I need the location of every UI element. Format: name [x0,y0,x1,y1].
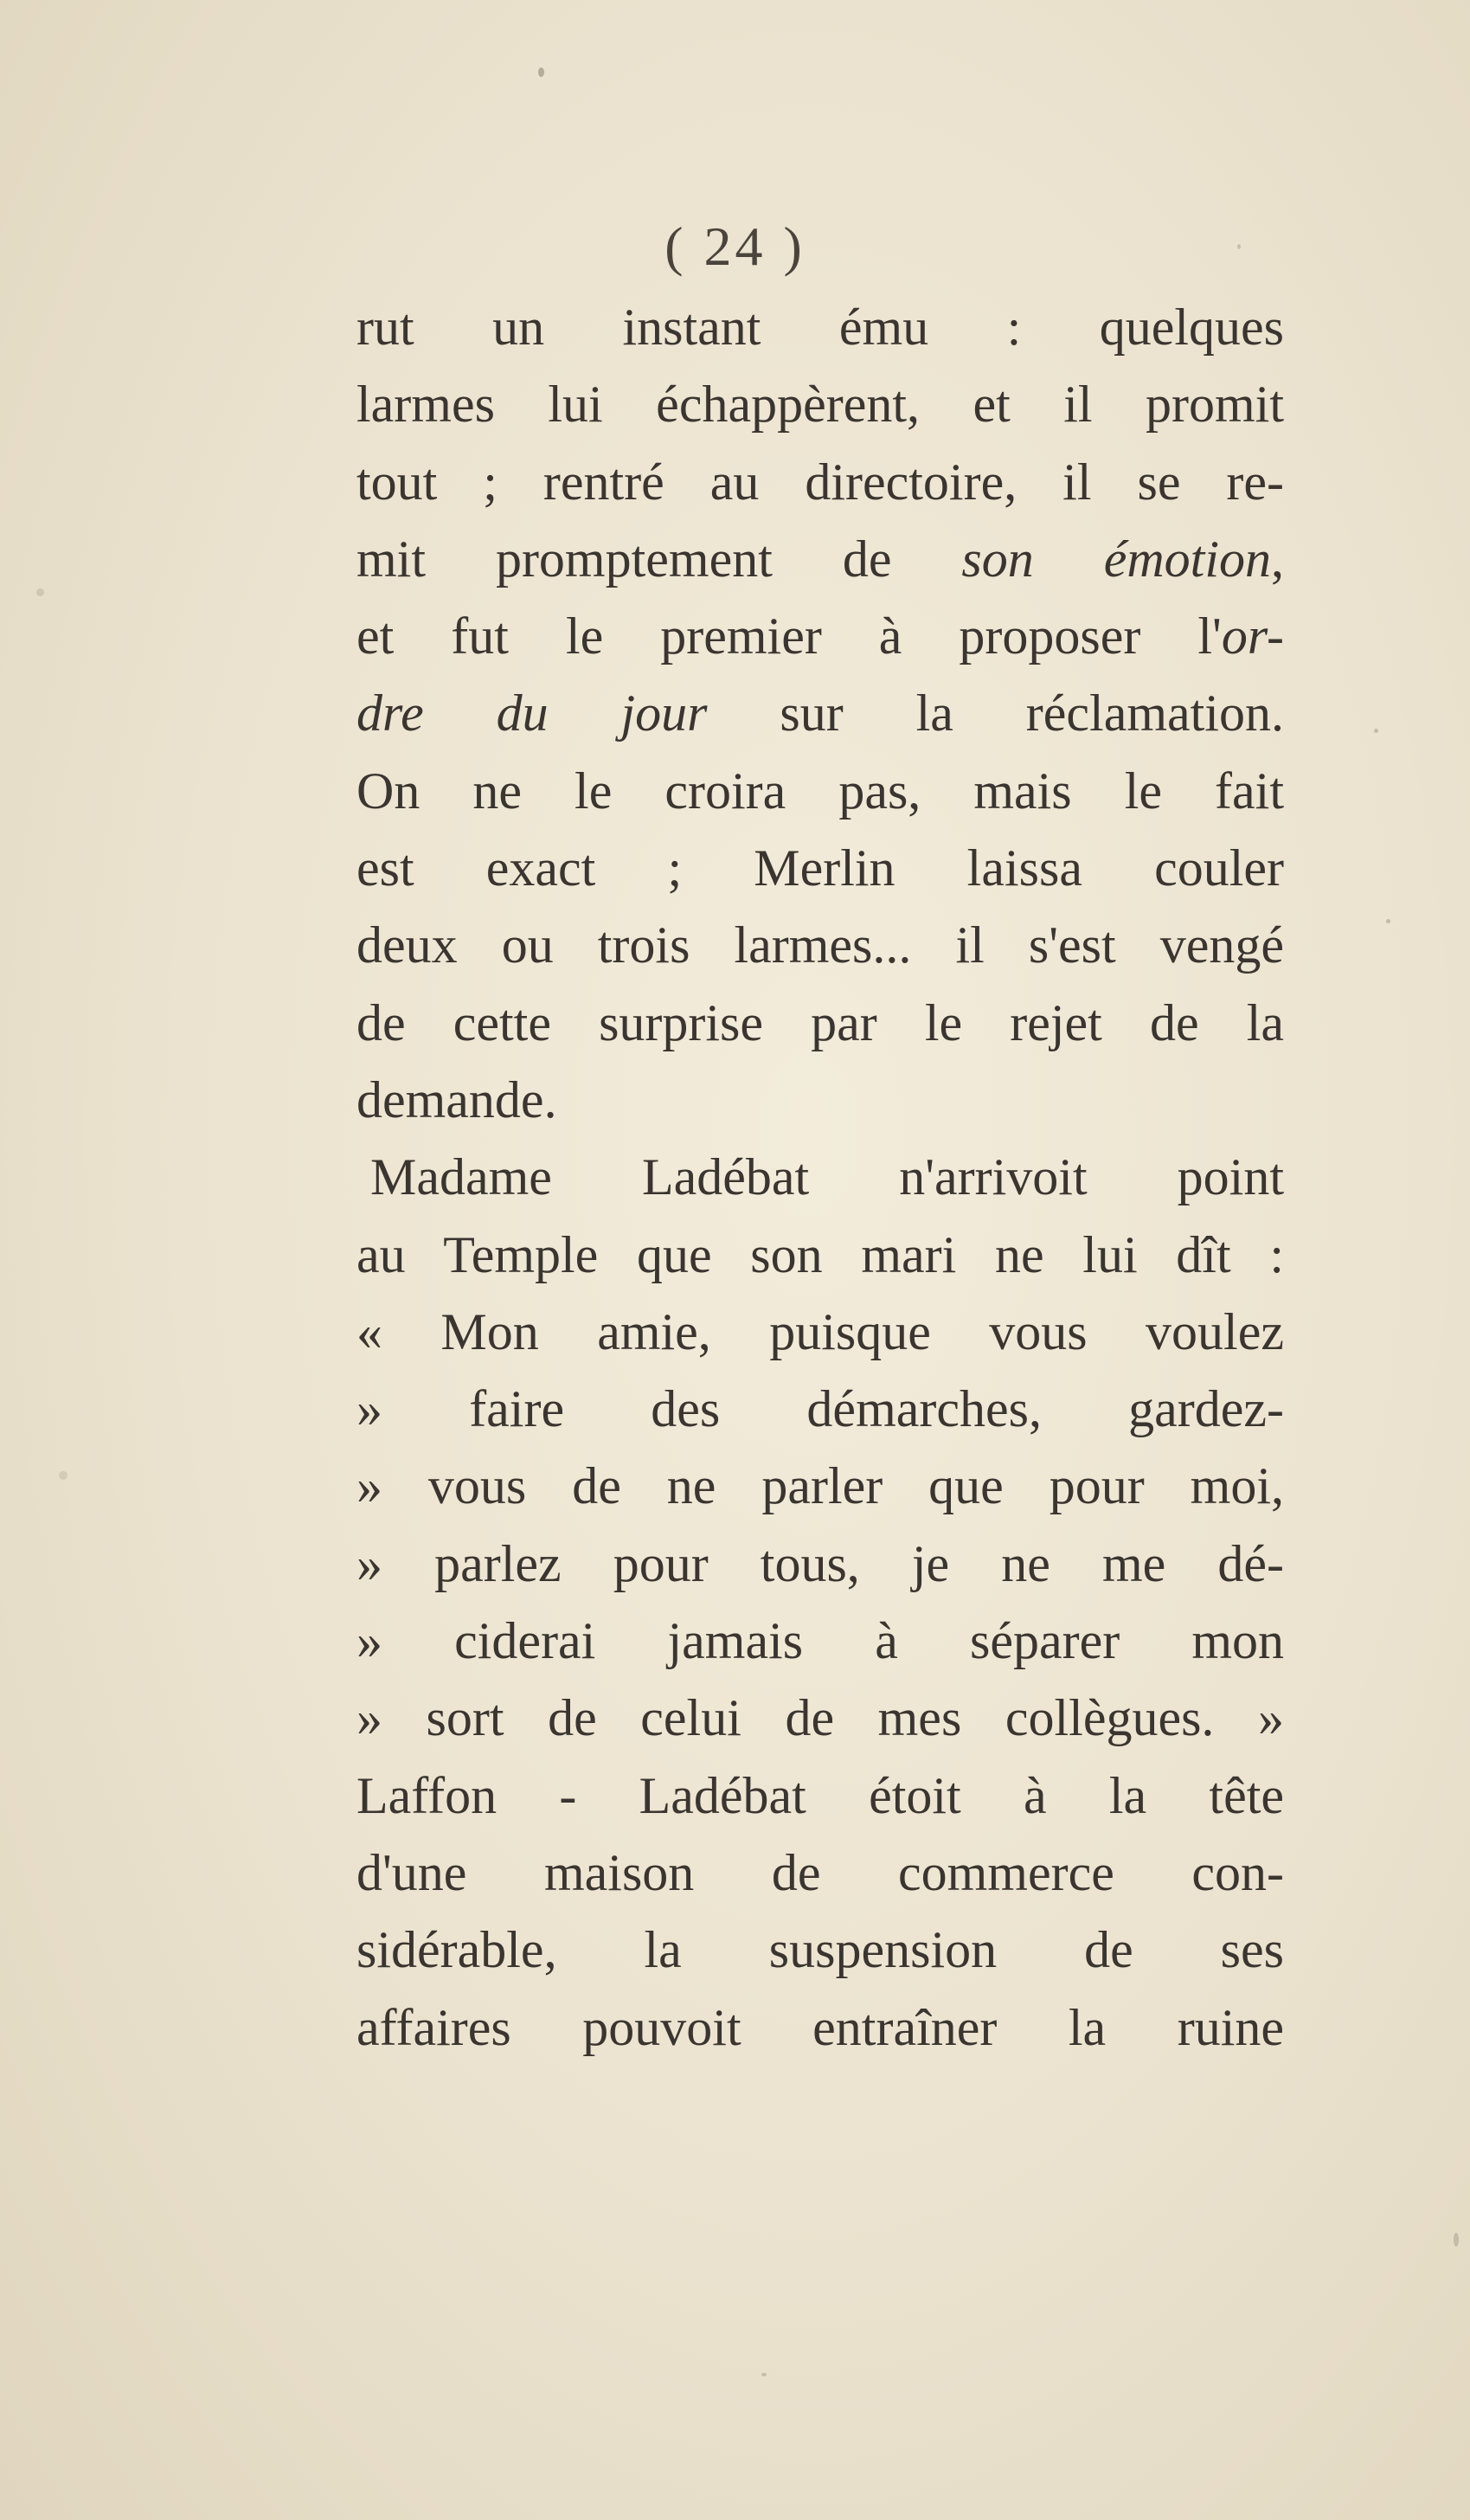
italic-text: or- [1221,608,1284,665]
italic-text: son émotion [961,530,1272,588]
text-line: deux ou trois larmes... il s'est vengé [356,916,1284,974]
paper-speck [1454,2233,1459,2247]
text-line: On ne le croira pas, mais le fait [356,762,1284,820]
text-line: sidérable, la suspension de ses [356,1921,1284,1979]
text-line: « Mon amie, puisque vous voulez [356,1302,1284,1360]
page-number: ( 24 ) [664,215,806,277]
text-run: sur la réclamation. [707,685,1284,742]
text-line: » vous de ne parler que pour moi, [356,1457,1284,1515]
text-line: demande. [356,1070,557,1128]
text-line: larmes lui échappèrent, et il promit [356,376,1284,434]
text-line: tout ; rentré au directoire, il se re- [356,453,1284,511]
text-run: , [1271,530,1285,588]
text-line: d'une maison de commerce con- [356,1843,1284,1901]
text-line: » sort de celui de mes collègues. » [356,1689,1284,1747]
text-line: » parlez pour tous, je ne me dé- [356,1534,1284,1592]
text-run: mit promptement de [356,530,962,588]
text-line: de cette surprise par le rejet de la [356,993,1284,1051]
text-line: Laffon - Ladébat étoit à la tête [356,1766,1284,1824]
text-line [356,675,1284,752]
text-run: et fut le premier à proposer l' [356,608,1222,665]
text-line [356,521,1284,598]
paper-speck [59,1471,67,1480]
text-line: rut un instant ému : quelques [356,299,1284,356]
text-line [356,598,1284,675]
text-line: au Temple que son mari ne lui dît : [356,1225,1284,1283]
body-text [356,289,1284,2067]
paper-speck [538,68,544,77]
text-line: » faire des démarches, gardez- [356,1380,1284,1438]
text-line: affaires pouvoit entraîner la ruine [356,1998,1284,2056]
text-line: Madame Ladébat n'arrivoit point [370,1148,1284,1206]
paper-speck [761,2373,767,2376]
paper-speck [1386,919,1390,923]
text-line: est exact ; Merlin laissa couler [356,839,1284,897]
italic-text: dre du jour [356,685,708,742]
paper-speck [36,588,44,596]
text-line: » ciderai jamais à séparer mon [356,1612,1284,1670]
paper-speck [1374,729,1378,733]
